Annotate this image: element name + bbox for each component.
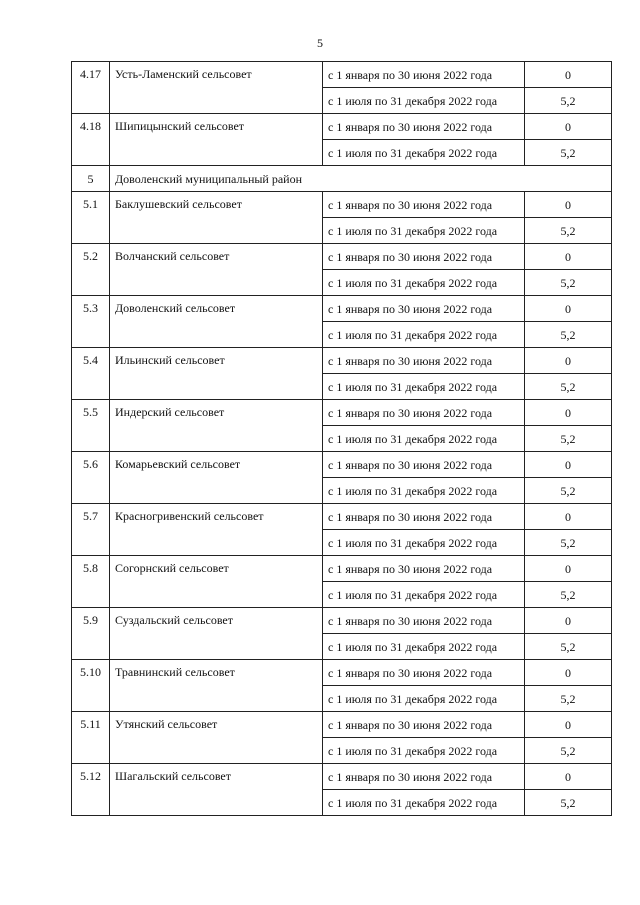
settlement-name: Согорнский сельсовет [110, 556, 323, 608]
value-first-half: 0 [525, 764, 612, 790]
period-first-half: с 1 января по 30 июня 2022 года [323, 712, 525, 738]
section-row [72, 166, 612, 192]
value-second-half: 5,2 [525, 790, 612, 816]
row-number: 5.8 [72, 556, 110, 608]
row-number: 4.18 [72, 114, 110, 166]
period-first-half: с 1 января по 30 июня 2022 года [323, 608, 525, 634]
table-row [72, 296, 612, 322]
period-second-half: с 1 июля по 31 декабря 2022 года [323, 140, 525, 166]
value-first-half: 0 [525, 556, 612, 582]
value-second-half: 5,2 [525, 478, 612, 504]
period-second-half: с 1 июля по 31 декабря 2022 года [323, 478, 525, 504]
period-second-half: с 1 июля по 31 декабря 2022 года [323, 270, 525, 296]
value-first-half: 0 [525, 660, 612, 686]
row-number: 5.7 [72, 504, 110, 556]
settlement-name: Суздальский сельсовет [110, 608, 323, 660]
value-second-half: 5,2 [525, 322, 612, 348]
table-row [72, 62, 612, 88]
settlement-name: Доволенский сельсовет [110, 296, 323, 348]
settlement-name: Шагальский сельсовет [110, 764, 323, 816]
settlement-name: Красногривенский сельсовет [110, 504, 323, 556]
period-second-half: с 1 июля по 31 декабря 2022 года [323, 790, 525, 816]
value-first-half: 0 [525, 452, 612, 478]
value-first-half: 0 [525, 114, 612, 140]
period-second-half: с 1 июля по 31 декабря 2022 года [323, 582, 525, 608]
period-first-half: с 1 января по 30 июня 2022 года [323, 348, 525, 374]
rates-table [71, 61, 612, 816]
row-number: 5.1 [72, 192, 110, 244]
period-second-half: с 1 июля по 31 декабря 2022 года [323, 218, 525, 244]
period-second-half: с 1 июля по 31 декабря 2022 года [323, 738, 525, 764]
period-first-half: с 1 января по 30 июня 2022 года [323, 192, 525, 218]
settlement-name: Комарьевский сельсовет [110, 452, 323, 504]
period-first-half: с 1 января по 30 июня 2022 года [323, 660, 525, 686]
period-second-half: с 1 июля по 31 декабря 2022 года [323, 88, 525, 114]
table-row [72, 192, 612, 218]
period-second-half: с 1 июля по 31 декабря 2022 года [323, 634, 525, 660]
period-first-half: с 1 января по 30 июня 2022 года [323, 62, 525, 88]
row-number: 5.4 [72, 348, 110, 400]
value-second-half: 5,2 [525, 530, 612, 556]
settlement-name: Шипицынский сельсовет [110, 114, 323, 166]
table-row [72, 114, 612, 140]
period-first-half: с 1 января по 30 июня 2022 года [323, 400, 525, 426]
value-second-half: 5,2 [525, 738, 612, 764]
table-row [72, 244, 612, 270]
value-second-half: 5,2 [525, 426, 612, 452]
value-first-half: 0 [525, 348, 612, 374]
row-number: 5.6 [72, 452, 110, 504]
row-number: 5.9 [72, 608, 110, 660]
row-number: 5.11 [72, 712, 110, 764]
period-second-half: с 1 июля по 31 декабря 2022 года [323, 426, 525, 452]
settlement-name: Индерский сельсовет [110, 400, 323, 452]
settlement-name: Травнинский сельсовет [110, 660, 323, 712]
district-name: Доволенский муниципальный район [110, 166, 612, 192]
value-second-half: 5,2 [525, 88, 612, 114]
table-row [72, 764, 612, 790]
period-second-half: с 1 июля по 31 декабря 2022 года [323, 686, 525, 712]
period-first-half: с 1 января по 30 июня 2022 года [323, 296, 525, 322]
value-second-half: 5,2 [525, 374, 612, 400]
row-number: 5.3 [72, 296, 110, 348]
row-number: 4.17 [72, 62, 110, 114]
value-first-half: 0 [525, 400, 612, 426]
value-first-half: 0 [525, 712, 612, 738]
value-second-half: 5,2 [525, 686, 612, 712]
table-row [72, 608, 612, 634]
period-first-half: с 1 января по 30 июня 2022 года [323, 764, 525, 790]
section-number: 5 [72, 166, 110, 192]
value-first-half: 0 [525, 296, 612, 322]
value-first-half: 0 [525, 244, 612, 270]
page-number: 5 [317, 36, 323, 50]
value-second-half: 5,2 [525, 140, 612, 166]
table-row [72, 348, 612, 374]
period-second-half: с 1 июля по 31 декабря 2022 года [323, 322, 525, 348]
settlement-name: Усть-Ламенский сельсовет [110, 62, 323, 114]
settlement-name: Волчанский сельсовет [110, 244, 323, 296]
value-second-half: 5,2 [525, 582, 612, 608]
settlement-name: Ильинский сельсовет [110, 348, 323, 400]
value-first-half: 0 [525, 504, 612, 530]
value-first-half: 0 [525, 192, 612, 218]
value-first-half: 0 [525, 62, 612, 88]
table-body [72, 62, 612, 816]
row-number: 5.10 [72, 660, 110, 712]
period-first-half: с 1 января по 30 июня 2022 года [323, 114, 525, 140]
table-row [72, 504, 612, 530]
table-row [72, 712, 612, 738]
settlement-name: Баклушевский сельсовет [110, 192, 323, 244]
period-second-half: с 1 июля по 31 декабря 2022 года [323, 374, 525, 400]
period-second-half: с 1 июля по 31 декабря 2022 года [323, 530, 525, 556]
row-number: 5.5 [72, 400, 110, 452]
table-row [72, 400, 612, 426]
table-row [72, 660, 612, 686]
period-first-half: с 1 января по 30 июня 2022 года [323, 452, 525, 478]
period-first-half: с 1 января по 30 июня 2022 года [323, 504, 525, 530]
row-number: 5.2 [72, 244, 110, 296]
period-first-half: с 1 января по 30 июня 2022 года [323, 244, 525, 270]
value-second-half: 5,2 [525, 218, 612, 244]
settlement-name: Утянский сельсовет [110, 712, 323, 764]
row-number: 5.12 [72, 764, 110, 816]
table-row [72, 452, 612, 478]
value-second-half: 5,2 [525, 270, 612, 296]
value-second-half: 5,2 [525, 634, 612, 660]
period-first-half: с 1 января по 30 июня 2022 года [323, 556, 525, 582]
table-row [72, 556, 612, 582]
value-first-half: 0 [525, 608, 612, 634]
